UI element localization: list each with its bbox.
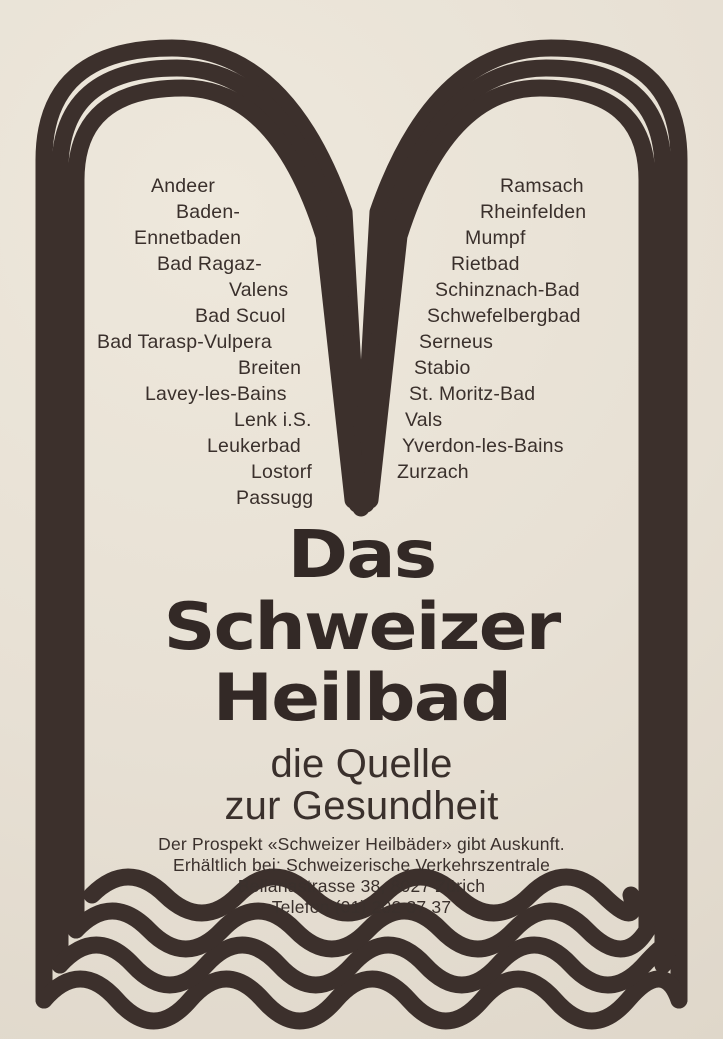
right-town: Vals [405,409,443,431]
left-town: Ennetbaden [134,227,242,249]
info-line-4: Telefon (01) 202 37 37 [271,897,452,917]
left-town: Bad Ragaz- [157,253,262,275]
headline-line-heilbad: Heilbad [212,659,511,736]
right-town: Schwefelbergbad [427,305,581,327]
right-town: Serneus [419,331,494,353]
tagline-line-1: die Quelle [270,742,453,786]
right-town: St. Moritz-Bad [409,383,536,405]
left-town: Breiten [238,357,302,379]
info-line-2: Erhältlich bei: Schweizerische Verkehrszentrale [172,855,551,875]
info-line-1: Der Prospekt «Schweizer Heilbäder» gibt Auskunft. [158,834,565,854]
right-town: Rietbad [451,253,520,275]
left-town: Bad Tarasp-Vulpera [97,331,272,353]
left-town: Lenk i.S. [234,409,312,431]
left-town: Andeer [151,175,216,197]
tagline-line-2: zur Gesundheit [224,784,499,828]
left-town: Lostorf [251,461,313,483]
right-town: Zurzach [397,461,469,483]
right-town: Yverdon-les-Bains [402,435,564,457]
right-town: Stabio [414,357,471,379]
headline-line-schweizer: Schweizer [163,588,560,665]
left-town: Passugg [236,487,314,509]
right-town: Schinznach-Bad [435,279,580,301]
right-town: Ramsach [500,175,584,197]
left-town: Valens [229,279,289,301]
headline-line-das: Das [287,516,436,594]
left-town: Leukerbad [207,435,301,457]
left-town: Bad Scuol [195,305,286,327]
info-line-3: Bellariastrasse 38, 8027 Zürich [237,876,486,896]
left-town: Baden- [176,201,241,223]
right-town: Rheinfelden [480,201,587,223]
left-town: Lavey-les-Bains [145,383,287,405]
right-town: Mumpf [465,227,526,249]
